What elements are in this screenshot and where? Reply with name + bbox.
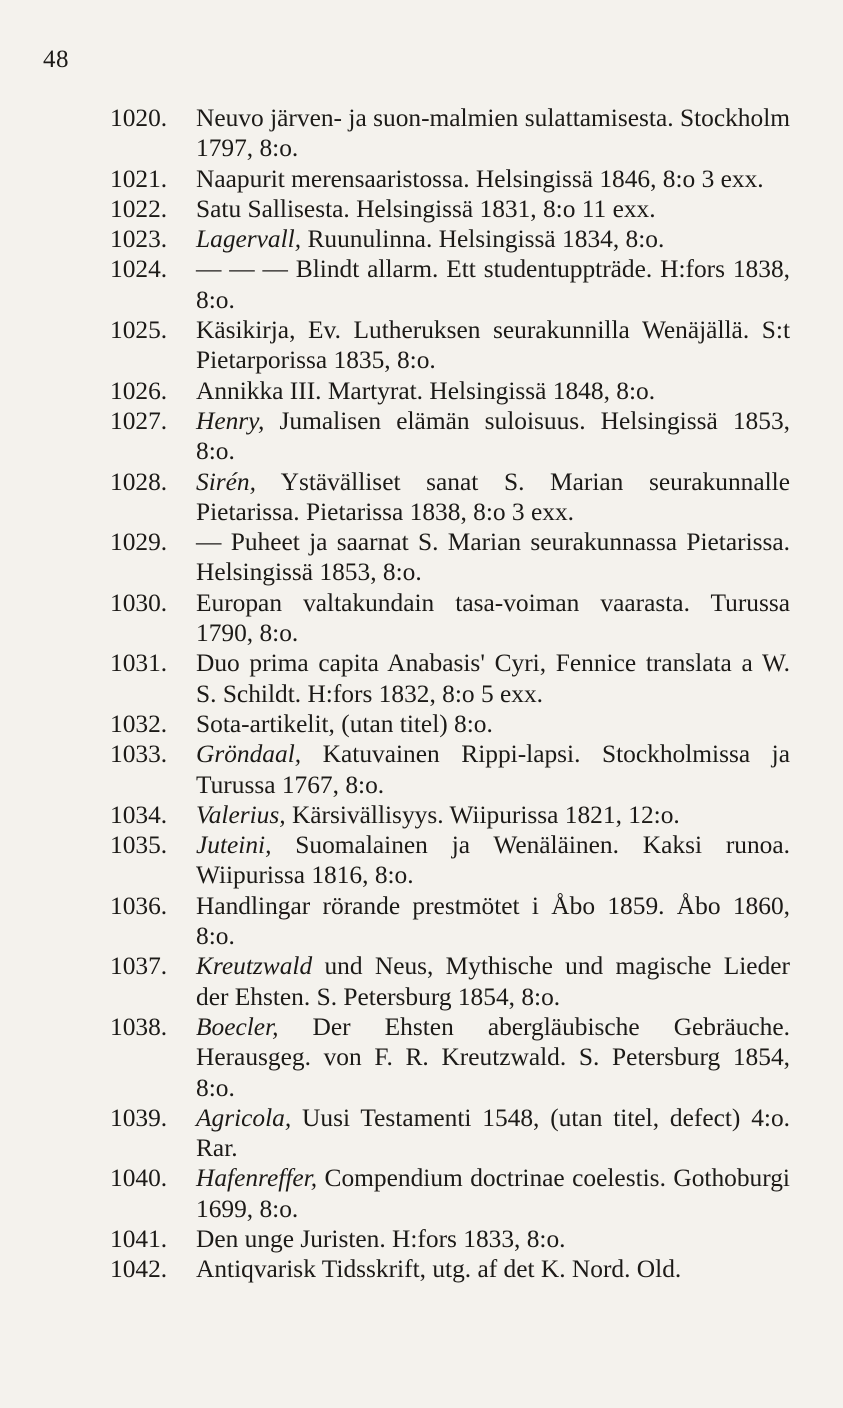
entry-body (196, 194, 790, 224)
entry-body (196, 891, 790, 952)
entry-body (196, 527, 790, 588)
catalogue-entry (110, 1012, 790, 1103)
entry-body (196, 588, 790, 649)
entry-number: 1025. (110, 316, 168, 345)
entry-number: 1022. (110, 194, 168, 223)
entry-author: Agricola, (196, 1103, 292, 1132)
catalogue-entry-list (110, 103, 790, 1285)
entry-number: 1034. (110, 800, 168, 829)
catalogue-entry (110, 467, 790, 528)
catalogue-entry (110, 224, 790, 254)
entry-text: — Puheet ja saarnat S. Marian seurakunnassa Pietarissa. Helsingissä 1853, 8:o. (196, 528, 790, 587)
entry-number: 1040. (110, 1164, 168, 1193)
entry-number: 1024. (110, 255, 168, 284)
entry-body (196, 800, 790, 830)
entry-body (196, 103, 790, 164)
entry-body (196, 830, 790, 891)
catalogue-entry (110, 709, 790, 739)
entry-body (196, 164, 790, 194)
entry-body (196, 224, 790, 254)
entry-author: Juteini, (196, 831, 272, 860)
entry-body (196, 951, 790, 1012)
entry-author: Sirén, (196, 467, 256, 496)
entry-text: Der Ehsten abergläubische Gebräuche. Herausgeg. von F. R. Kreutzwald. S. Petersburg 1854, 8:o. (196, 1012, 790, 1102)
entry-number: 1038. (110, 1012, 168, 1041)
entry-body (196, 1254, 790, 1284)
entry-body (196, 315, 790, 376)
entry-text: Katuvainen Rippi-lapsi. Stockholmissa ja Turussa 1767, 8:o. (196, 740, 790, 799)
entry-text: und Neus, Mythische und magische Lieder der Ehsten. S. Petersburg 1854, 8:o. (196, 952, 790, 1011)
entry-number: 1035. (110, 831, 168, 860)
entry-body (196, 1012, 790, 1103)
entry-text: Antiqvarisk Tidsskrift, utg. af det K. Nord. Old. (196, 1255, 682, 1284)
catalogue-entry (110, 830, 790, 891)
entry-number: 1020. (110, 104, 168, 132)
entry-text: Naapurit merensaaristossa. Helsingissä 1846, 8:o 3 exx. (196, 164, 764, 193)
entry-number: 1042. (110, 1255, 168, 1284)
entry-author: Henry, (196, 406, 265, 435)
entry-text: Neuvo järven- ja suon-malmien sulattamisesta. Stockholm 1797, 8:o. (196, 104, 790, 163)
entry-number: 1037. (110, 952, 168, 981)
entry-author: Valerius, (196, 800, 286, 829)
entry-text: Käsikirja, Ev. Lutheruksen seurakunnilla Wenäjällä. S:t Pietarporissa 1835, 8:o. (196, 316, 790, 375)
entry-body (196, 254, 790, 315)
entry-text: Ystävälliset sanat S. Marian seurakunnalle Pietarissa. Pietarissa 1838, 8:o 3 exx. (196, 467, 790, 526)
entry-text: Compendium doctrinae coelestis. Gothoburgi 1699, 8:o. (196, 1164, 790, 1223)
entry-text: Jumalisen elämän suloisuus. Helsingissä 1853, 8:o. (196, 406, 790, 466)
entry-text: — — — Blindt allarm. Ett studentuppträde. H:fors 1838, 8:o. (196, 255, 790, 314)
entry-number: 1026. (110, 376, 168, 405)
catalogue-entry (110, 1103, 790, 1164)
entry-number: 1039. (110, 1103, 168, 1132)
catalogue-entry (110, 194, 790, 224)
entry-text: Duo prima capita Anabasis' Cyri, Fennice translata a W. S. Schildt. H:fors 1832, 8:o 5 exx. (196, 649, 790, 708)
entry-author: Hafenreffer, (196, 1164, 318, 1193)
catalogue-entry (110, 1163, 790, 1224)
entry-text: Sota-artikelit, (utan titel) 8:o. (196, 709, 493, 738)
catalogue-entry (110, 739, 790, 800)
entry-number: 1031. (110, 649, 168, 678)
catalogue-entry (110, 164, 790, 194)
catalogue-entry (110, 1224, 790, 1254)
catalogue-entry (110, 800, 790, 830)
catalogue-entry (110, 951, 790, 1012)
catalogue-entry (110, 588, 790, 649)
entry-number: 1028. (110, 467, 168, 496)
catalogue-entry (110, 1254, 790, 1284)
entry-author: Gröndaal, (196, 740, 302, 769)
entry-number: 1032. (110, 709, 168, 738)
page-number: 48 (43, 46, 69, 73)
entry-author: Kreutzwald (196, 952, 313, 981)
entry-body (196, 1103, 790, 1164)
catalogue-entry (110, 376, 790, 406)
entry-body (196, 1163, 790, 1224)
entry-number: 1033. (110, 740, 168, 769)
entry-author: Lagervall, (196, 225, 302, 254)
entry-number: 1030. (110, 588, 168, 617)
entry-body (196, 709, 790, 739)
entry-number: 1023. (110, 225, 168, 254)
entry-body (196, 406, 790, 467)
entry-text: Den unge Juristen. H:fors 1833, 8:o. (196, 1224, 566, 1253)
entry-author: Boecler, (196, 1012, 279, 1041)
entry-text: Kärsivällisyys. Wiipurissa 1821, 12:o. (291, 800, 680, 829)
catalogue-entry (110, 406, 790, 467)
catalogue-entry (110, 891, 790, 952)
entry-number: 1021. (110, 164, 168, 193)
entry-text: Annikka III. Martyrat. Helsingissä 1848, 8:o. (196, 376, 656, 405)
catalogue-entry (110, 103, 790, 164)
entry-text: Uusi Testamenti 1548, (utan titel, defect) 4:o. Rar. (196, 1103, 790, 1163)
catalogue-entry (110, 527, 790, 588)
entry-body (196, 376, 790, 406)
entry-text: Suomalainen ja Wenäläinen. Kaksi runoa. Wiipurissa 1816, 8:o. (196, 831, 790, 890)
entry-body (196, 648, 790, 709)
entry-body (196, 739, 790, 800)
catalogue-entry (110, 254, 790, 315)
entry-number: 1027. (110, 406, 168, 435)
catalogue-entry (110, 648, 790, 709)
entry-text: Ruunulinna. Helsingissä 1834, 8:o. (307, 225, 665, 254)
entry-body (196, 467, 790, 528)
entry-number: 1041. (110, 1224, 168, 1253)
entry-body (196, 1224, 790, 1254)
entry-text: Satu Sallisesta. Helsingissä 1831, 8:o 11 exx. (196, 194, 656, 223)
catalogue-entry (110, 315, 790, 376)
entry-text: Europan valtakundain tasa-voiman vaarasta. Turussa 1790, 8:o. (196, 588, 790, 648)
entry-number: 1029. (110, 528, 168, 557)
entry-text: Handlingar rörande prestmötet i Åbo 1859. Åbo 1860, 8:o. (196, 891, 790, 951)
entry-number: 1036. (110, 891, 168, 920)
